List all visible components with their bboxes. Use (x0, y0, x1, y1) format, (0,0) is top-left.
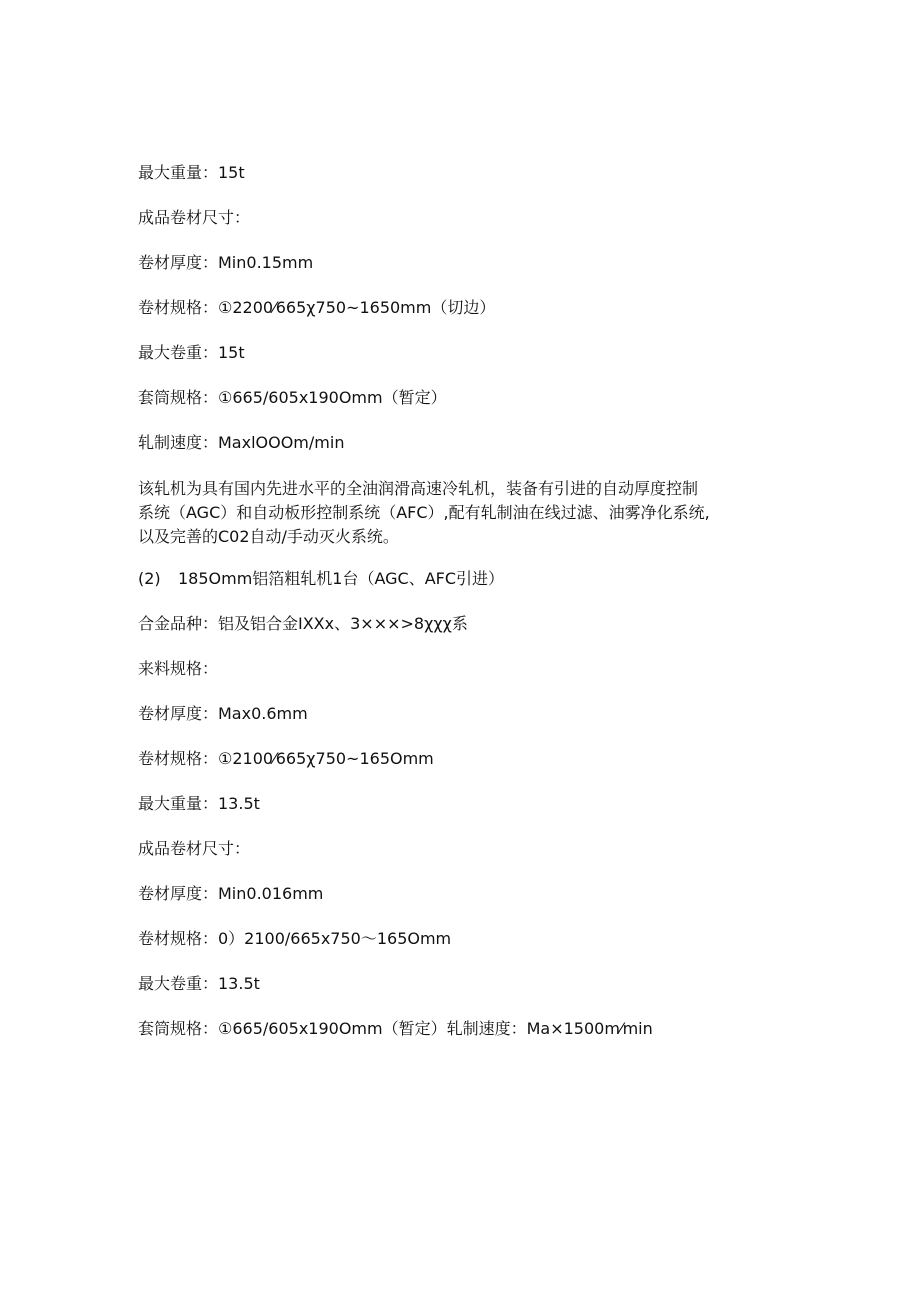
spec-line: 套筒规格：①665/605x190Omm（暂定）轧制速度：Ma×1500m⁄min (138, 1019, 653, 1038)
paragraph-line: 该轧机为具有国内先进水平的全油润滑高速冷轧机，装备有引进的自动厚度控制 (138, 479, 699, 498)
spec-line: 成品卷材尺寸： (138, 839, 251, 858)
spec-line: 成品卷材尺寸： (138, 208, 251, 227)
document-body (138, 160, 798, 1061)
spec-line: 最大重量：15t (138, 163, 245, 182)
spec-line: 卷材规格：①2200⁄665χ750~1650mm（切边） (138, 298, 496, 317)
spec-line: 最大卷重：15t (138, 343, 245, 362)
spec-line: 合金品种：铝及铝合金IXXx、3×××>8χχχ系 (138, 614, 468, 633)
spec-line: 最大卷重：13.5t (138, 974, 260, 993)
item-number: (2) (138, 569, 161, 588)
spec-line: 卷材规格：①2100⁄665χ750~165Omm (138, 749, 434, 768)
section-heading (138, 566, 798, 611)
spec-line: 卷材规格：0）2100/665x750～165Omm (138, 929, 452, 948)
spec-line: 套筒规格：①665/605x190Omm（暂定） (138, 388, 447, 407)
paragraph-line: 以及完善的C02自动/手动灭火系统。 (138, 527, 399, 546)
description-paragraph (138, 477, 798, 549)
spec-line: 最大重量：13.5t (138, 794, 260, 813)
item-title: 185Omm铝箔粗轧机1台（AGC、AFC引进） (178, 569, 505, 588)
spec-line: 卷材厚度：Min0.15mm (138, 253, 314, 272)
spec-line: 轧制速度：MaxlOOOm/min (138, 433, 345, 452)
spec-line: 来料规格： (138, 659, 219, 678)
spec-line: 卷材厚度：Min0.016mm (138, 884, 324, 903)
spec-line: 卷材厚度：Max0.6mm (138, 704, 308, 723)
paragraph-line: 系统（AGC）和自动板形控制系统（AFC）,配有轧制油在线过滤、油雾净化系统, (138, 503, 710, 522)
